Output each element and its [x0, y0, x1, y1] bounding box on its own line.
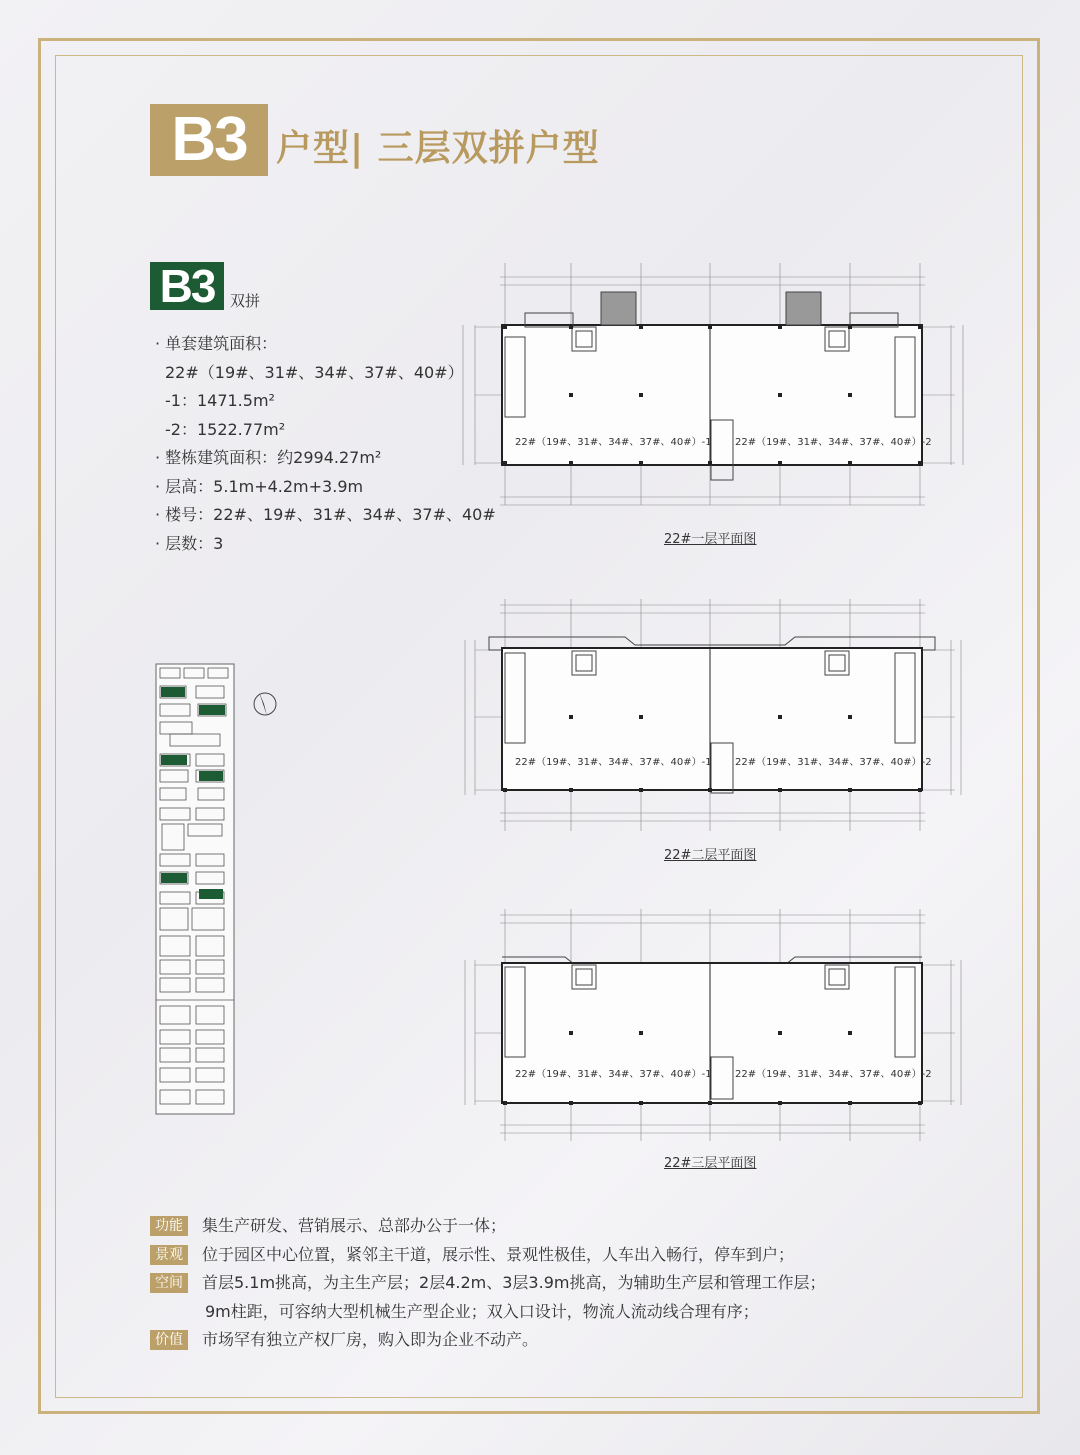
plan2-unit-right: 22#（19#、31#、34#、37#、40#）-2 [735, 757, 932, 768]
plan1-caption: 22#一层平面图 [664, 532, 757, 547]
area-info [155, 330, 496, 558]
feature-text: 9m柱距，可容纳大型机械生产型企业；双入口设计，物流人流动线合理有序； [205, 1301, 759, 1321]
feature-row [150, 1326, 825, 1355]
floor-plan-1 [455, 255, 975, 515]
type-badge: B3 [150, 104, 268, 176]
plan2-caption: 22#二层平面图 [664, 848, 757, 863]
feature-tag: 空间 [150, 1273, 188, 1293]
plan1-unit-left: 22#（19#、31#、34#、37#、40#）-1 [515, 437, 712, 448]
plan3-unit-left: 22#（19#、31#、34#、37#、40#）-1 [515, 1069, 712, 1080]
page-title: 户型| 三层双拼户型 [276, 128, 600, 169]
feature-tag: 价值 [150, 1330, 188, 1350]
unit-badge: B3 [150, 262, 224, 310]
floor-count: · 层数：3 [155, 533, 224, 553]
features-list [150, 1212, 825, 1355]
plan3-caption: 22#三层平面图 [664, 1156, 757, 1171]
unit2-area: -2：1522.77m² [165, 419, 286, 439]
buildings-line: 22#（19#、31#、34#、37#、40#） [165, 362, 464, 382]
plan3-unit-right: 22#（19#、31#、34#、37#、40#）-2 [735, 1069, 932, 1080]
feature-text: 首层5.1m挑高，为主生产层；2层4.2m、3层3.9m挑高，为辅助生产层和管理工作层； [202, 1273, 826, 1292]
floor-plan-3 [455, 905, 975, 1150]
feature-row [150, 1212, 825, 1241]
floor-height: · 层高：5.1m+4.2m+3.9m [155, 476, 364, 496]
area-label: · 单套建筑面积： [155, 334, 278, 353]
feature-tag: 景观 [150, 1245, 188, 1265]
total-area: · 整栋建筑面积：约2994.27m² [155, 448, 382, 467]
feature-text: 集生产研发、营销展示、总部办公于一体； [202, 1216, 507, 1235]
feature-text: 位于园区中心位置，紧邻主干道，展示性、景观性极佳，人车出入畅行，停车到户； [202, 1244, 795, 1264]
unit-label: 双拼 [230, 292, 261, 310]
site-plan [148, 660, 248, 1120]
feature-row [150, 1269, 825, 1298]
plan2-unit-left: 22#（19#、31#、34#、37#、40#）-1 [515, 757, 712, 768]
feature-text: 市场罕有独立产权厂房，购入即为企业不动产。 [202, 1330, 539, 1349]
building-numbers: · 楼号：22#、19#、31#、34#、37#、40# [155, 505, 496, 524]
feature-tag: 功能 [150, 1216, 188, 1236]
floor-plan-2 [455, 595, 975, 840]
north-arrow-icon [253, 686, 279, 720]
unit1-area: -1：1471.5m² [165, 391, 275, 410]
feature-row [150, 1241, 825, 1270]
feature-row [150, 1298, 825, 1327]
plan1-unit-right: 22#（19#、31#、34#、37#、40#）-2 [735, 437, 932, 448]
